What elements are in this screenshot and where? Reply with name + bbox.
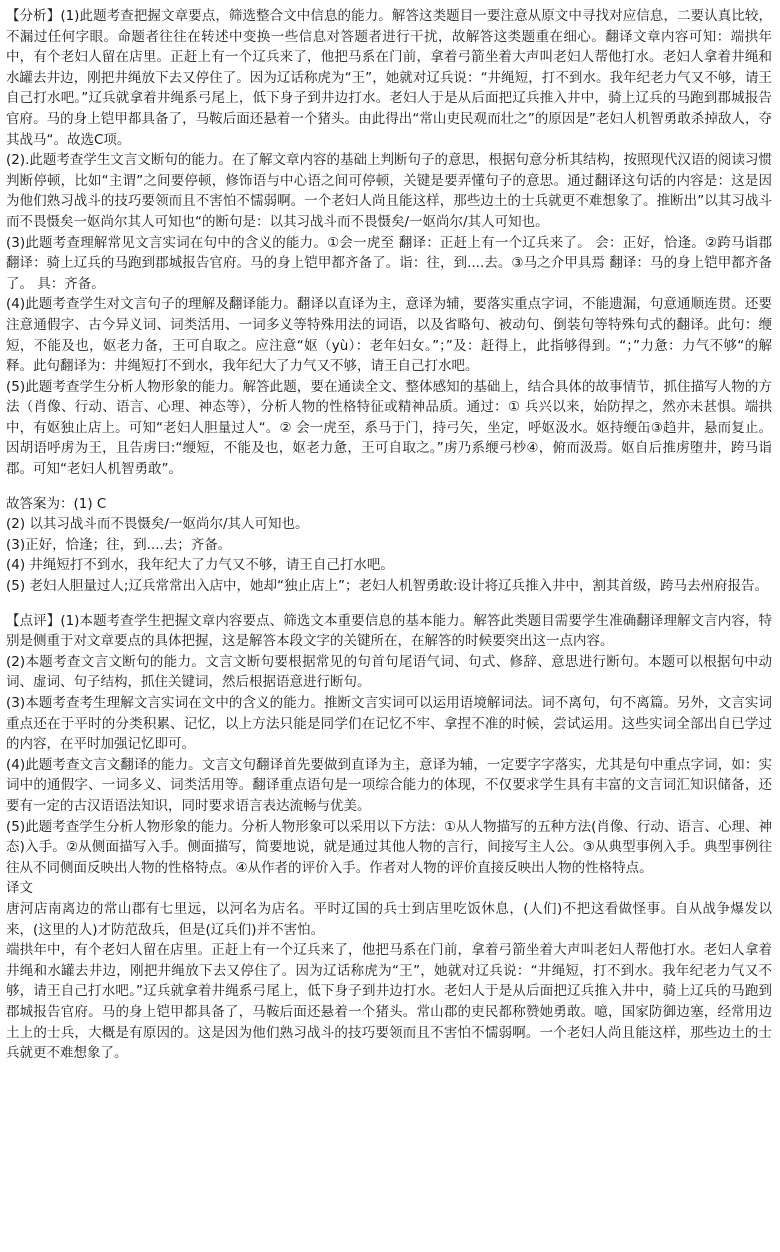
translation-section (6, 878, 772, 1063)
comments-section (6, 611, 772, 879)
comment-paragraph-5: (5)此题考查学生分析人物形象的能力。分析人物形象可以采用以下方法：①从人物描写的五种方法(肖像、行动、语言、心理、神态)入手。②从侧面描写入手。侧面描写，简要地说，就是通过其他人物的言行，间接写主人公。③从典型事例入手。典型事例往往从不同侧面反映出人物的性格特点。④从作者的评价入手。作者对人物的评价直接反映出人物的性格特点。 (6, 818, 772, 876)
analysis-paragraph-1: 【分析】(1)此题考查把握文章要点，筛选整合文中信息的能力。解答这类题目一要注意从原文中寻找对应信息，二要认真比较，不漏过任何字眼。命题者往往在转述中变换一些信息对答题者进行干扰，故解答这类题重在细心。翻译文章内容可知：端拱年中，有个老妇人留在店里。正赶上有一个辽兵来了，他把马系在门前，拿着弓箭坐着大声叫老妇人帮他打水。老妇人拿着井绳和水罐去井边，刚把井绳放下去又停住了。因为辽话称虎为“王”，她就对辽兵说：“井绳短，打不到水。我年纪老力气又不够，请王自己打水吧。”辽兵就拿着井绳系弓尾上，低下身子到井边打水。老妇人于是从后面把辽兵推入井中，骑上辽兵的马跑到郡城报告官府。马的身上铠甲都具备了，马鞍后面还悬着一个猪头。由此得出“常山吏民观而壮之”的原因是”老妇人机智勇敢杀掉敌人，夺其战马“。故选C项。 (6, 8, 772, 148)
translation-heading: 译文 (6, 880, 33, 897)
comment-paragraph-4: (4)此题考查文言文翻译的能力。文言文句翻译首先要做到直译为主，意译为辅，一定要字字落实，尤其是句中重点字词，如：实词中的通假字、一词多义、词类活用等。翻译重点语句是一项综合能力的体现，不仅要求学生具有丰富的文言词汇知识储备，还要有一定的古汉语语法知识，同时要求语言表达流畅与优美。 (6, 756, 772, 814)
translation-paragraph-2: 端拱年中，有个老妇人留在店里。正赶上有一个辽兵来了，他把马系在门前，拿着弓箭坐着大声叫老妇人帮他打水。老妇人拿着井绳和水罐去井边，刚把井绳放下去又停住了。因为辽话称虎为“王”，她就对辽兵说：“井绳短，打不到水。我年纪老力气又不够，请王自己打水吧。”辽兵就拿着井绳系弓尾上，低下身子到井边打水。老妇人于是从后面把辽兵推入井中，骑上辽兵的马跑到郡城报告官府。马的身上铠甲都具备了，马鞍后面还悬着一个猪头。常山郡的吏民都称赞她勇敢。噫，国家防御边塞，经常用边土上的士兵，大概是有原因的。这是因为他们熟习战斗的技巧要领而且不害怕不懦弱啊。一个老妇人尚且能这样，那些边土的士兵就更不难想象了。 (6, 942, 772, 1062)
analysis-paragraph-3: (3)此题考查理解常见文言实词在句中的含义的能力。①会一虎至 翻译：正赶上有一个辽兵来了。 会：正好，恰逢。②跨马诣郡 翻译：骑上辽兵的马跑到郡城报告官府。马的身上铠甲都齐备了。诣：往，到....去。③马之介甲具焉 翻译：马的身上铠甲都齐备了。 具：齐备。 (6, 234, 772, 292)
comment-paragraph-2: (2)本题考查文言文断句的能力。文言文断句要根据常见的句首句尾语气词、句式、修辞、意思进行断句。本题可以根据句中动词、虚词、句子结构，抓住关键词，然后根据语意进行断句。 (6, 653, 772, 691)
spacer (6, 597, 772, 611)
answer-line-4: (4) 井绳短打不到水，我年纪大了力气又不够，请王自己打水吧。 (6, 557, 394, 574)
translation-paragraph-1: 唐河店南离边的常山郡有七里远，以河名为店名。平时辽国的兵士到店里吃饭休息，(人们)不把这看做怪事。自从战争爆发以来，(这里的人)才防范敌兵，但是(辽兵们)并不害怕。 (6, 900, 772, 938)
answers-section (6, 494, 772, 597)
comment-paragraph-3: (3)本题考查考生理解文言实词在文中的含义的能力。推断文言实词可以运用语境解词法。词不离句，句不离篇。另外，文言实词重点还在于平时的分类积累、记忆，以上方法只能是同学们在记忆不牢、拿捏不准的时候，尝试运用。这些实词全部出自已学过的内容，在平时加强记忆即可。 (6, 695, 772, 753)
answer-line-5: (5) 老妇人胆量过人;辽兵常常出入店中，她却“独止店上”；老妇人机智勇敢:设计将辽兵推入井中，割其首级，跨马去州府报告。 (6, 578, 768, 595)
spacer (6, 480, 772, 494)
analysis-paragraph-4: (4)此题考查学生对文言句子的理解及翻译能力。翻译以直译为主，意译为辅，要落实重点字词，不能遗漏，句意通顺连贯。还要注意通假字、古今异义词、词类活用、一词多义等特殊用法的词语，以及省略句、被动句、倒装句等特殊句式的翻译。此句：缏短，不能及也，妪老力备，王可自取之。应注意“妪（yù）：老年妇女。”；”及：赶得上，此指够得到。“；”力惫：力气不够“的解释。此句翻译为：井绳短打不到水，我年纪大了力气又不够，请王自己打水吧。 (6, 296, 772, 375)
analysis-paragraph-2: (2).此题考查学生文言文断句的能力。在了解文章内容的基础上判断句子的意思，根据句意分析其结构，按照现代汉语的阅读习惯判断停顿，比如“主谓”之间要停顿，修饰语与中心语之间可停顿，关键是要弄懂句子的意思。通过翻译这句话的内容是：这是因为他们熟习战斗的技巧要领而且不害怕不懦弱啊。一个老妇人尚且能这样，那些边土的士兵就更不难想象了。推断出”以其习战斗而不畏慑矣一妪尚尔其人可知也“的断句是：以其习战斗而不畏慑矣/一妪尚尔/其人可知也。 (6, 152, 772, 230)
answer-line-3: (3)正好，恰逢；往，到....去；齐备。 (6, 536, 232, 553)
comment-paragraph-1: 【点评】(1)本题考查学生把握文章内容要点、筛选文本重要信息的基本能力。解答此类题目需要学生准确翻译理解文言内容，特别是侧重于对文章要点的具体把握，这是解答本段文字的关键所在，在解答的时候要突出这一点内容。 (6, 612, 772, 650)
analysis-paragraph-5: (5)此题考查学生分析人物形象的能力。解答此题，要在通读全文、整体感知的基础上，结合具体的故事情节，抓住描写人物的方法（肖像、行动、语言、心理、神态等），分析人物的性格特征或精神品质。通过：① 兵兴以来，始防捍之，然亦未甚惧。端拱中，有妪独止店上。可知“老妇人胆量过人“。② 会一虎至，系马于门，持弓矢，坐定，呼妪汲水。妪持缏缶③趋井，悬而复止。因胡语呼虏为王，且告虏曰:“缏短，不能及也，妪老力惫，王可自取之。”虏乃系缏弓杪④，俯而汲焉。妪自后推虏堕井，跨马诣郡。可知“老妇人机智勇敢”。 (6, 378, 772, 478)
answer-line-1: 故答案为：(1) C (6, 495, 107, 512)
answer-line-2: (2) 以其习战斗而不畏慑矣/一妪尚尔/其人可知也。 (6, 516, 309, 533)
analysis-section (6, 6, 772, 480)
